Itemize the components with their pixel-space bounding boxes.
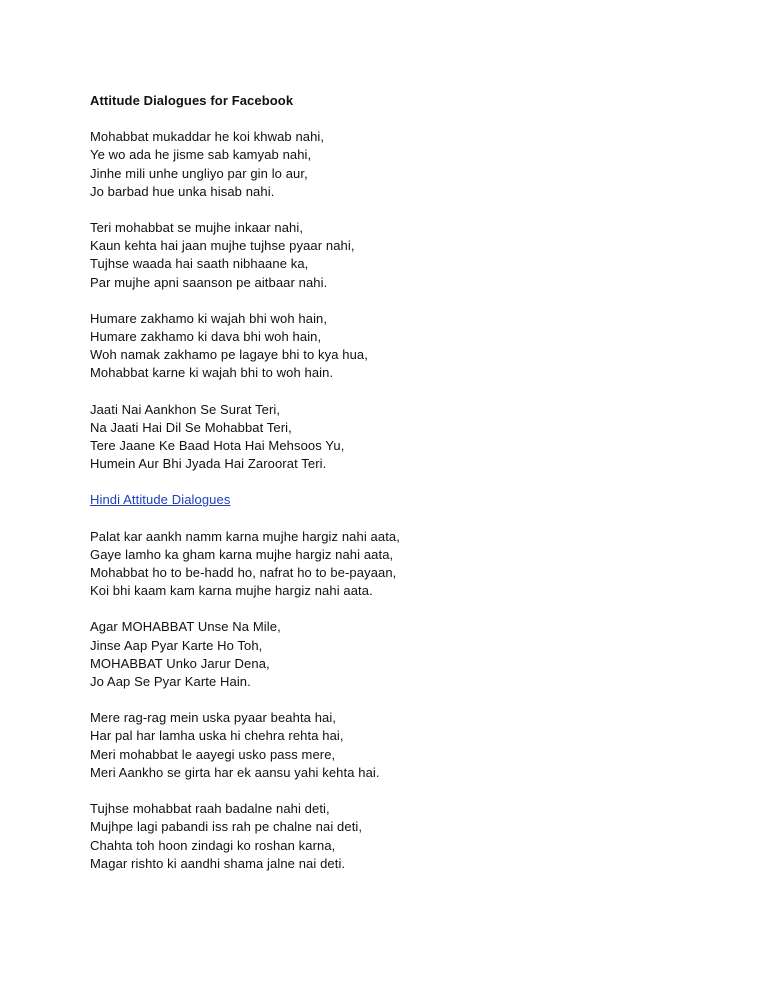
stanza bbox=[90, 401, 710, 474]
stanza-line: Mohabbat karne ki wajah bhi to woh hain. bbox=[90, 365, 334, 381]
stanza-line: Jinse Aap Pyar Karte Ho Toh, bbox=[90, 637, 263, 653]
stanza-line: Jo barbad hue unka hisab nahi. bbox=[90, 183, 275, 199]
document-content bbox=[90, 92, 710, 891]
stanza bbox=[90, 618, 710, 691]
stanza-line: Jaati Nai Aankhon Se Surat Teri, bbox=[90, 401, 281, 417]
link-row bbox=[90, 491, 710, 527]
stanza-line: Jo Aap Se Pyar Karte Hain. bbox=[90, 674, 251, 690]
stanza bbox=[90, 709, 710, 782]
stanza-line: Humare zakhamo ki wajah bhi woh hain, bbox=[90, 310, 328, 326]
stanza-line: Gaye lamho ka gham karna mujhe hargiz nahi aata, bbox=[90, 546, 394, 562]
stanza-line: Chahta toh hoon zindagi ko roshan karna, bbox=[90, 837, 336, 853]
stanza bbox=[90, 310, 710, 383]
stanza-line: Meri mohabbat le aayegi usko pass mere, bbox=[90, 746, 336, 762]
stanza-line: Par mujhe apni saanson pe aitbaar nahi. bbox=[90, 274, 328, 290]
stanza bbox=[90, 528, 710, 601]
stanza-line: Mere rag-rag mein uska pyaar beahta hai, bbox=[90, 710, 337, 726]
stanza-line: Koi bhi kaam kam karna mujhe hargiz nahi aata. bbox=[90, 583, 373, 599]
stanza-line: Teri mohabbat se mujhe inkaar nahi, bbox=[90, 220, 304, 236]
stanza-line: Tere Jaane Ke Baad Hota Hai Mehsoos Yu, bbox=[90, 438, 345, 454]
stanza-line: Meri Aankho se girta har ek aansu yahi kehta hai. bbox=[90, 764, 380, 780]
stanza-line: Na Jaati Hai Dil Se Mohabbat Teri, bbox=[90, 419, 292, 435]
stanza-line: Har pal har lamha uska hi chehra rehta hai, bbox=[90, 728, 344, 744]
stanza-line: Ye wo ada he jisme sab kamyab nahi, bbox=[90, 147, 312, 163]
stanza-line: Kaun kehta hai jaan mujhe tujhse pyaar nahi, bbox=[90, 238, 355, 254]
stanza-line: Mujhpe lagi pabandi iss rah pe chalne nai deti, bbox=[90, 819, 363, 835]
stanza-line: Woh namak zakhamo pe lagaye bhi to kya hua, bbox=[90, 347, 368, 363]
stanza-line: Palat kar aankh namm karna mujhe hargiz nahi aata, bbox=[90, 528, 400, 544]
document-title: Attitude Dialogues for Facebook bbox=[90, 93, 294, 108]
stanza-line: Tujhse waada hai saath nibhaane ka, bbox=[90, 256, 309, 272]
stanza-line: Magar rishto ki aandhi shama jalne nai deti. bbox=[90, 855, 346, 871]
stanza-group-after-link bbox=[90, 528, 710, 873]
stanza-line: Agar MOHABBAT Unse Na Mile, bbox=[90, 619, 281, 635]
stanza-line: MOHABBAT Unko Jarur Dena, bbox=[90, 655, 270, 671]
stanza bbox=[90, 219, 710, 292]
stanza-line: Mohabbat mukaddar he koi khwab nahi, bbox=[90, 129, 325, 145]
hindi-attitude-dialogues-link[interactable]: Hindi Attitude Dialogues bbox=[90, 492, 231, 508]
stanza-line: Humare zakhamo ki dava bhi woh hain, bbox=[90, 329, 322, 345]
stanza bbox=[90, 128, 710, 201]
stanza bbox=[90, 800, 710, 873]
stanza-line: Tujhse mohabbat raah badalne nahi deti, bbox=[90, 801, 330, 817]
stanza-line: Humein Aur Bhi Jyada Hai Zaroorat Teri. bbox=[90, 456, 327, 472]
stanza-line: Jinhe mili unhe ungliyo par gin lo aur, bbox=[90, 165, 308, 181]
stanza-group-before-link bbox=[90, 128, 710, 473]
stanza-line: Mohabbat ho to be-hadd ho, nafrat ho to be-payaan, bbox=[90, 565, 397, 581]
